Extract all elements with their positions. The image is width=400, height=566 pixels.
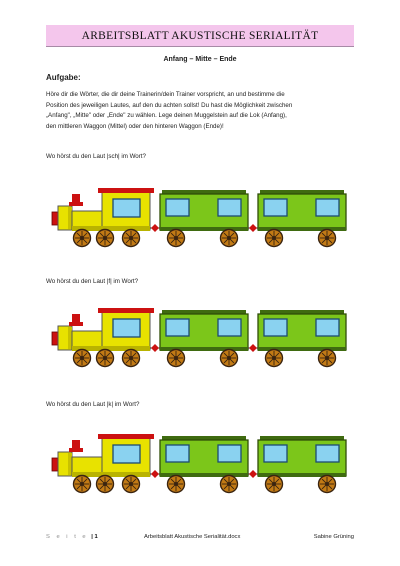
wheel-icon [319,230,336,247]
wheel-icon [74,350,91,367]
wheel-icon [123,230,140,247]
wheel-icon [168,476,185,493]
instruction-line: den mittleren Waggon (Mittel) oder den hinteren Waggon (Ende)! [46,123,224,131]
footer [46,528,354,540]
wheel-icon [266,350,283,367]
subtitle: Anfang – Mitte – Ende [163,56,237,63]
wheel-icon [221,230,238,247]
instruction-line: „Anfang", „Mitte" oder „Ende" zu wählen. Lege deinen Muggelstein auf die Lok (Anfang), [46,112,287,120]
wheel-icon [123,350,140,367]
rear-wagon[interactable] [258,190,346,247]
title-bar [46,25,354,47]
footer-filename: Arbeitsblatt Akustische Serialität.docx [144,534,241,540]
train-sch[interactable] [45,180,355,252]
wheel-icon [221,476,238,493]
coupling [248,224,258,232]
wheel-icon [97,350,114,367]
wheel-icon [221,350,238,367]
locomotive[interactable] [52,188,154,247]
wheel-icon [74,476,91,493]
wheel-icon [74,230,91,247]
coupling [150,224,160,232]
footer-author: Sabine Grüning [313,534,354,540]
coupling [248,344,258,352]
rear-wagon[interactable] [258,310,346,367]
page-title: ARBEITSBLATT AKUSTISCHE SERIALITÄT [81,29,319,42]
wheel-icon [97,476,114,493]
train-f[interactable] [45,300,355,372]
page-label: S e i t e | 1 [46,534,98,540]
coupling [150,470,160,478]
wheel-icon [123,476,140,493]
wheel-icon [319,350,336,367]
coupling [248,470,258,478]
wheel-icon [319,476,336,493]
middle-wagon[interactable] [160,310,248,367]
wheel-icon [168,350,185,367]
train-k[interactable] [45,426,355,498]
middle-wagon[interactable] [160,190,248,247]
wheel-icon [168,230,185,247]
coupling [150,344,160,352]
instruction-line: Höre dir die Wörter, die dir deine Trainerin/dein Trainer vorspricht, an und bestimme die [46,91,285,98]
rear-wagon[interactable] [258,436,346,493]
wheel-icon [266,230,283,247]
question-k: Wo hörst du den Laut |k| im Wort? [46,401,140,408]
middle-wagon[interactable] [160,436,248,493]
instructions [46,90,358,133]
page-number: | 1 [91,534,98,540]
locomotive[interactable] [52,434,154,493]
wheel-icon [266,476,283,493]
wheel-icon [97,230,114,247]
task-heading: Aufgabe: [46,73,81,82]
question-f: Wo hörst du den Laut |f| im Wort? [46,278,139,285]
question-sch: Wo hörst du den Laut |sch| im Wort? [46,153,146,160]
instruction-line: Position des jeweiligen Lautes, auf den du achten sollst! Du hast die Möglichkeit zwischen [46,101,293,109]
locomotive[interactable] [52,308,154,367]
